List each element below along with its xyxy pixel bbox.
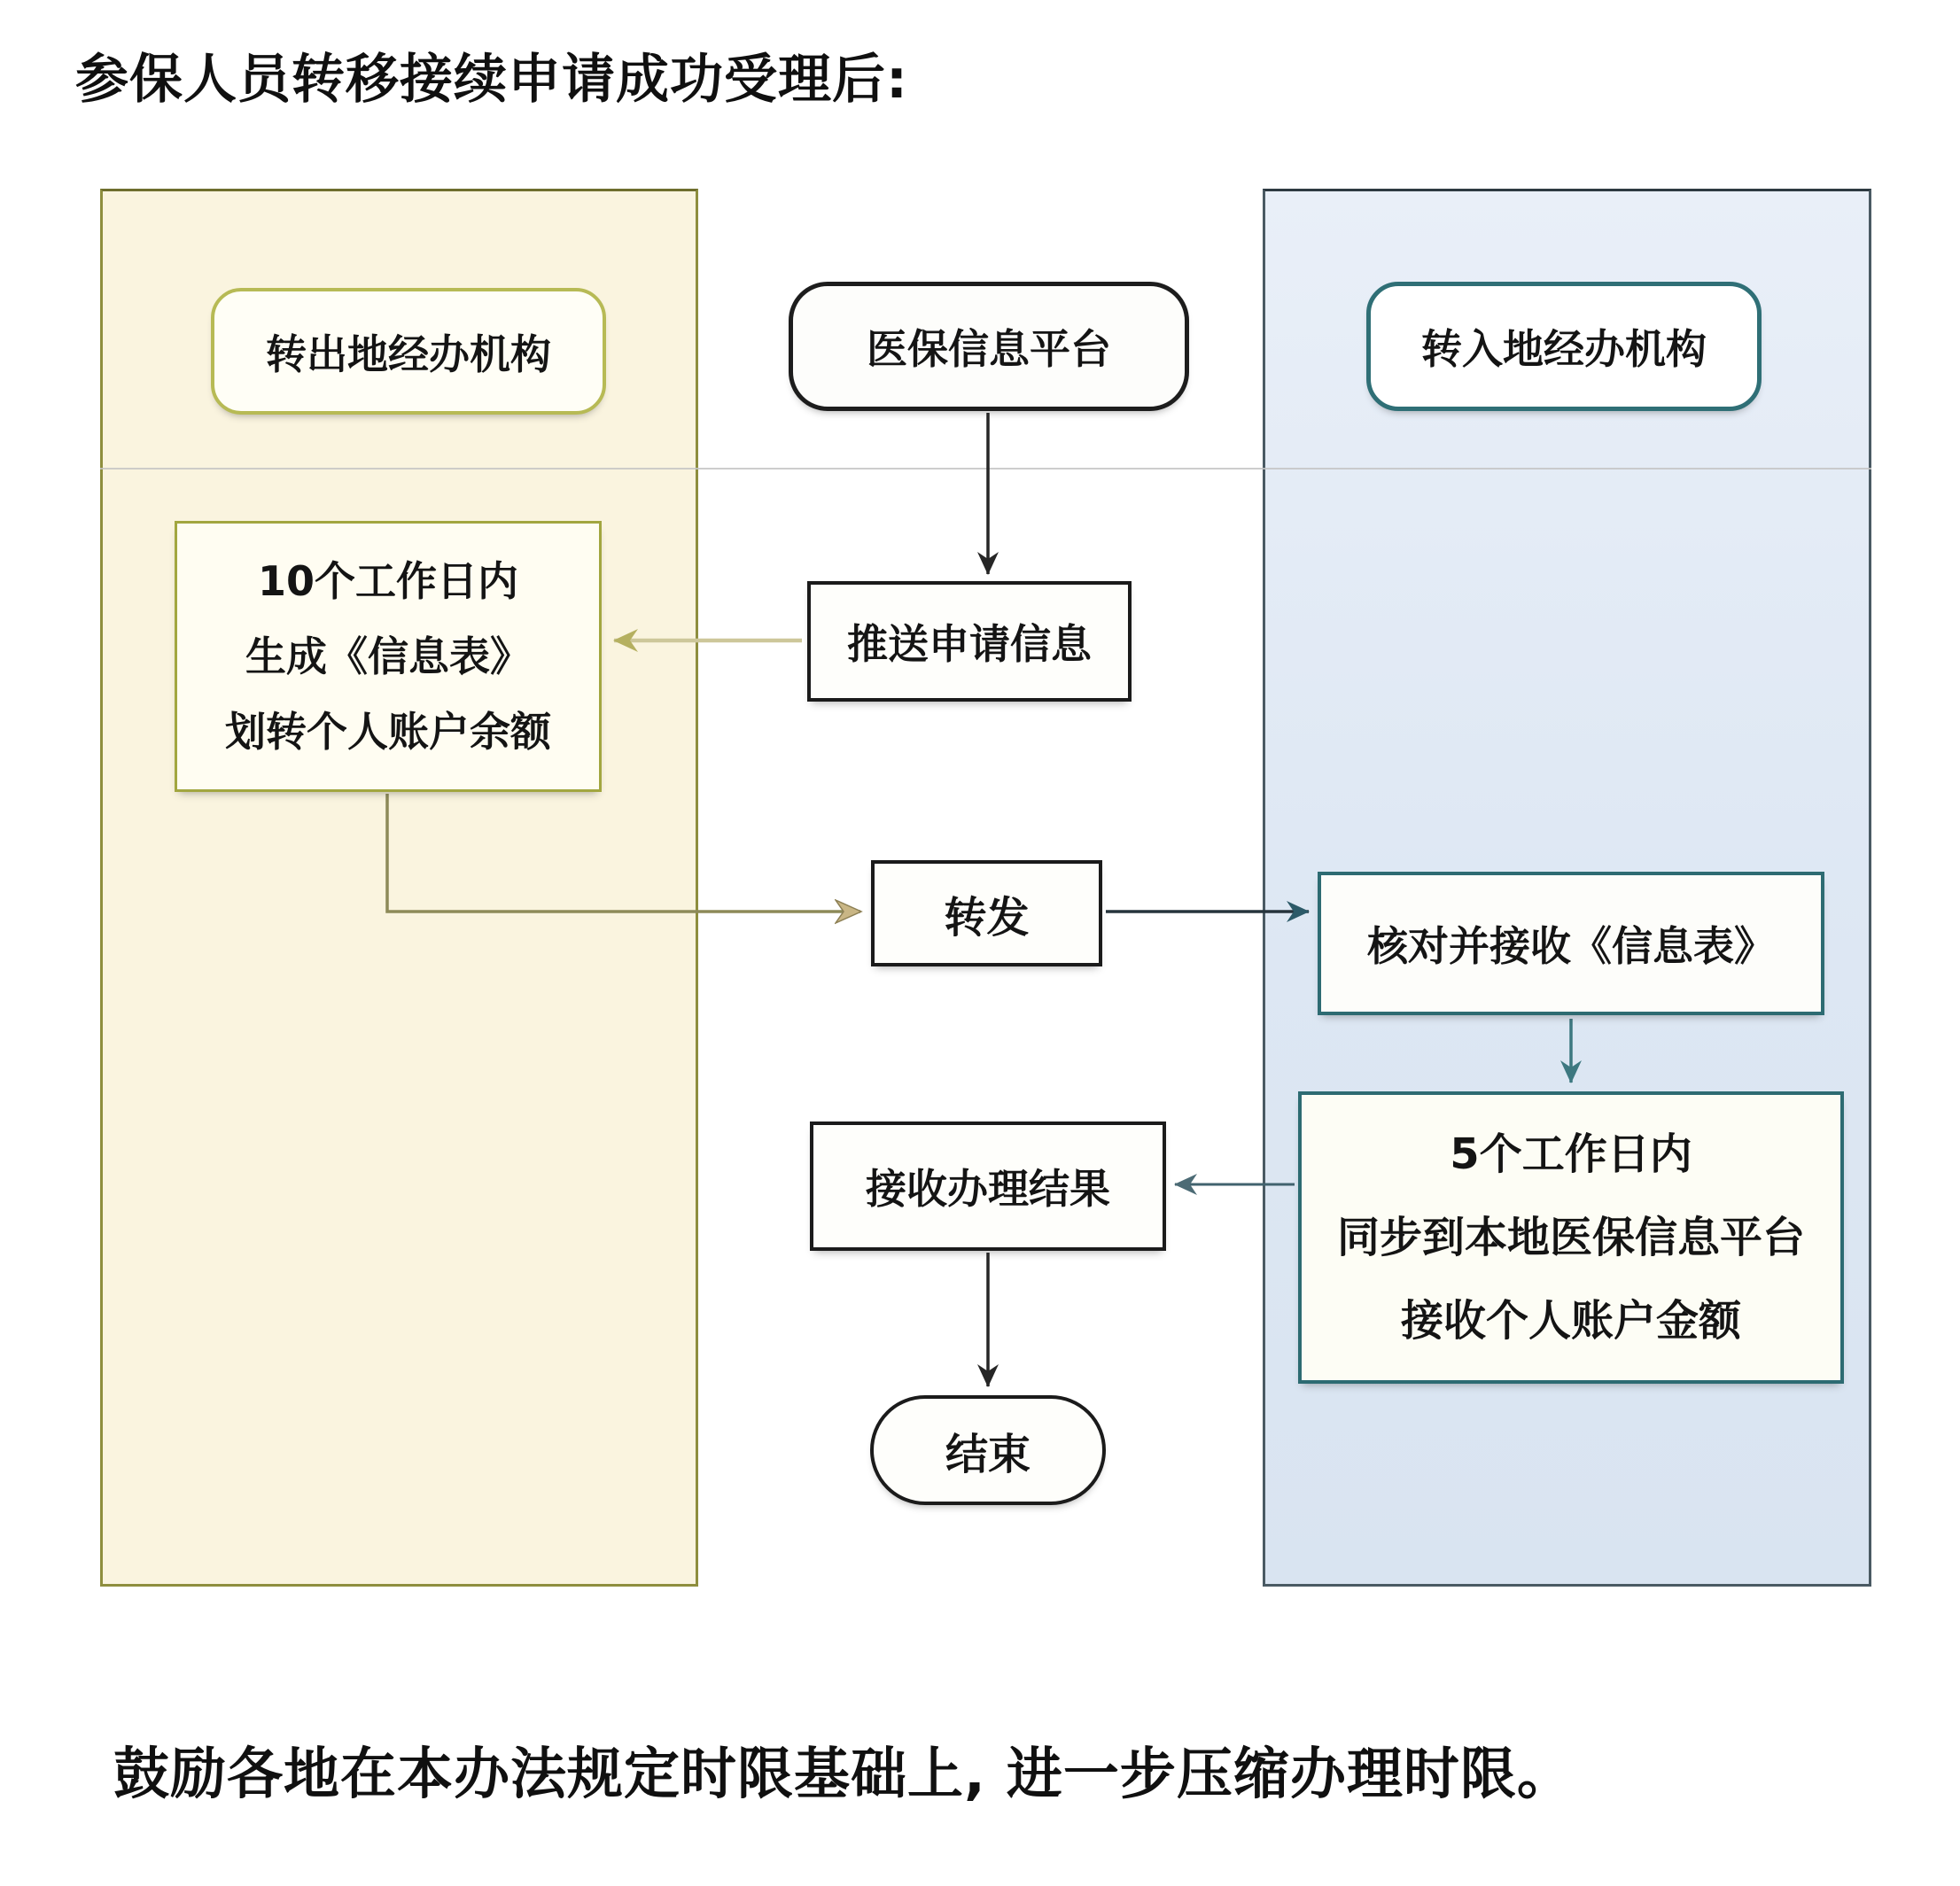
generate-form-line-1: 10个工作日内: [257, 556, 518, 605]
node-platform: [789, 282, 1189, 411]
sync-local-line-3: 接收个人账户金额: [1400, 1296, 1741, 1346]
transfer-out-agency-label: 转出地经办机构: [266, 330, 551, 378]
node-sync-local: [1298, 1091, 1844, 1384]
receive-result-label: 接收办理结果: [866, 1165, 1110, 1213]
node-forward: [871, 860, 1102, 966]
push-info-label: 推送申请信息: [847, 620, 1092, 668]
page-title: 参保人员转移接续申请成功受理后:: [75, 49, 908, 111]
node-transfer-in-agency: [1366, 282, 1762, 411]
sync-local-line-2: 同步到本地医保信息平台: [1336, 1213, 1805, 1262]
node-generate-form: [175, 521, 602, 792]
transfer-in-agency-label: 转入地经办机构: [1421, 325, 1707, 373]
lane-header-divider: [100, 468, 1871, 470]
generate-form-line-3: 划转个人账户余额: [225, 707, 551, 756]
verify-receive-label: 核对并接收《信息表》: [1367, 922, 1775, 970]
node-end: [870, 1395, 1106, 1505]
footer-note: 鼓励各地在本办法规定时限基础上, 进一步压缩办理时限。: [113, 1742, 1574, 1806]
sync-local-line-1: 5个工作日内: [1450, 1129, 1692, 1179]
end-label: 结束: [945, 1429, 1031, 1479]
generate-form-line-2: 生成《信息表》: [245, 632, 531, 680]
node-transfer-out-agency: [211, 288, 606, 415]
node-verify-receive: [1318, 872, 1824, 1015]
platform-label: 医保信息平台: [867, 325, 1111, 373]
node-receive-result: [810, 1122, 1166, 1251]
node-push-info: [807, 581, 1132, 702]
forward-label: 转发: [944, 892, 1030, 943]
